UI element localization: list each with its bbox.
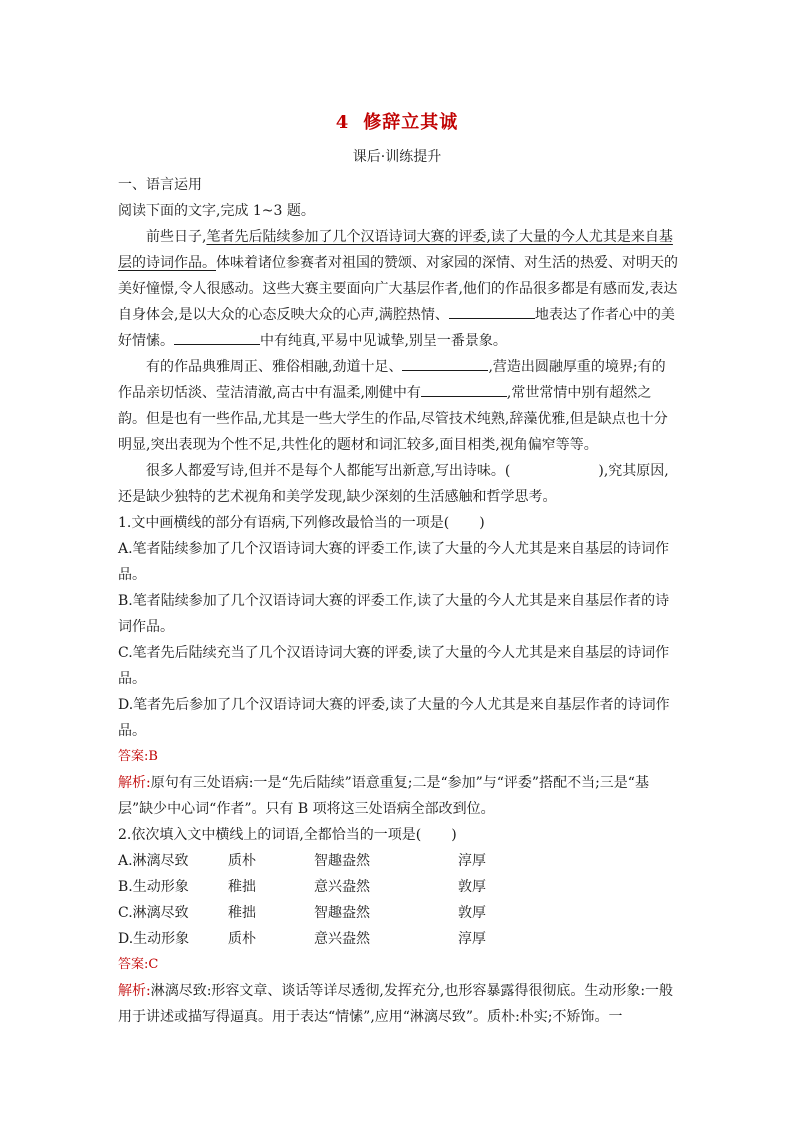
fill-blank-2 [174, 329, 260, 345]
q1-analysis: 解析:原句有三处语病:一是“先后陆续”语意重复;二是“参加”与“评委”搭配不当;三是“基层”缺少中心词“作者”。只有 B 项将这三处语病全部改到位。 [118, 775, 649, 817]
fill-blank-3 [402, 355, 488, 371]
q2-option-d: D.生动形象 质朴 意兴盎然 淳厚 [118, 931, 486, 947]
passage-paragraph-3: 很多人都爱写诗,但并不是每个人都能写出新意,写出诗味。( ),究其原因,还是缺少独特的艺术视角和美学发现,缺少深刻的生活感触和哲学思考。 [118, 463, 669, 505]
q1-answer: 答案:B [118, 749, 158, 764]
q1-option-d: D.笔者先后参加了几个汉语诗词大赛的评委,读了大量的今人尤其是来自基层作者的诗词作品。 [118, 697, 670, 739]
subtitle: 课后·训练提升 [352, 149, 442, 165]
question-2-stem: 2.依次填入文中横线上的词语,全都恰当的一项是( ) [118, 827, 457, 843]
lesson-title-text: 修辞立其诚 [363, 112, 459, 133]
q2-option-c: C.淋漓尽致 稚拙 智趣盎然 敦厚 [118, 905, 486, 921]
underlined-sentence: 笔者先后陆续参加了几个汉语诗词大赛的评委,读了大量的今人尤其是来自基层的诗词作品。 [118, 229, 673, 271]
content-body [118, 172, 678, 1030]
q1-option-a: A.笔者陆续参加了几个汉语诗词大赛的评委工作,读了大量的今人尤其是来自基层的诗词作品。 [118, 541, 670, 583]
q2-option-a: A.淋漓尽致 质朴 智趣盎然 淳厚 [118, 853, 486, 869]
q2-answer: 答案:C [118, 957, 159, 972]
q2-option-b: B.生动形象 稚拙 意兴盎然 敦厚 [118, 879, 486, 895]
q1-option-c: C.笔者先后陆续充当了几个汉语诗词大赛的评委,读了大量的今人尤其是来自基层的诗词作品。 [118, 645, 670, 687]
lesson-title [0, 108, 794, 134]
passage-paragraph-1: 前些日子,笔者先后陆续参加了几个汉语诗词大赛的评委,读了大量的今人尤其是来自基层的诗词作品。体味着诸位参赛者对祖国的赞颂、对家园的深情、对生活的热爱、对明天的美好憧憬,令人很感动。这些大赛主要面向广大基层作者,他们的作品很多都是有感而发,表达自身体会,是以大众的心态反映大众的心声,满腔热情、 地表达了作者心中的美好情愫。 中有纯真,平易中见诚挚,别呈一番景象。 [118, 229, 678, 349]
q2-analysis: 解析:淋漓尽致:形容文章、谈话等详尽透彻,发挥充分,也形容暴露得很彻底。生动形象:一般用于讲述或描写得逼真。用于表达“情愫”,应用“淋漓尽致”。质朴:朴实;不矫饰。一 [118, 983, 674, 1025]
lesson-number: 4 [335, 112, 350, 133]
section-heading: 一、语言运用 [118, 177, 202, 193]
fill-blank-1 [449, 303, 535, 319]
instruction: 阅读下面的文字,完成 1~3 题。 [118, 203, 315, 219]
passage-paragraph-2: 有的作品典雅周正、雅俗相融,劲道十足、 ,营造出圆融厚重的境界;有的作品亲切恬淡、莹洁清澈,高古中有温柔,刚健中有 ,常世常情中别有超然之韵。但是也有一些作品,尤其是一些大学生的作品,尽管技术纯熟,辞藻优雅,但是缺点也十分明显,突出表现为个性不足,共性化的题材和词汇较多,面目相类,视角偏窄等等。 [118, 354, 678, 458]
question-1-stem: 1.文中画横线的部分有语病,下列修改最恰当的一项是( ) [118, 515, 485, 531]
q1-option-b: B.笔者陆续参加了几个汉语诗词大赛的评委工作,读了大量的今人尤其是来自基层作者的诗词作品。 [118, 593, 670, 635]
fill-blank-4 [421, 381, 507, 397]
